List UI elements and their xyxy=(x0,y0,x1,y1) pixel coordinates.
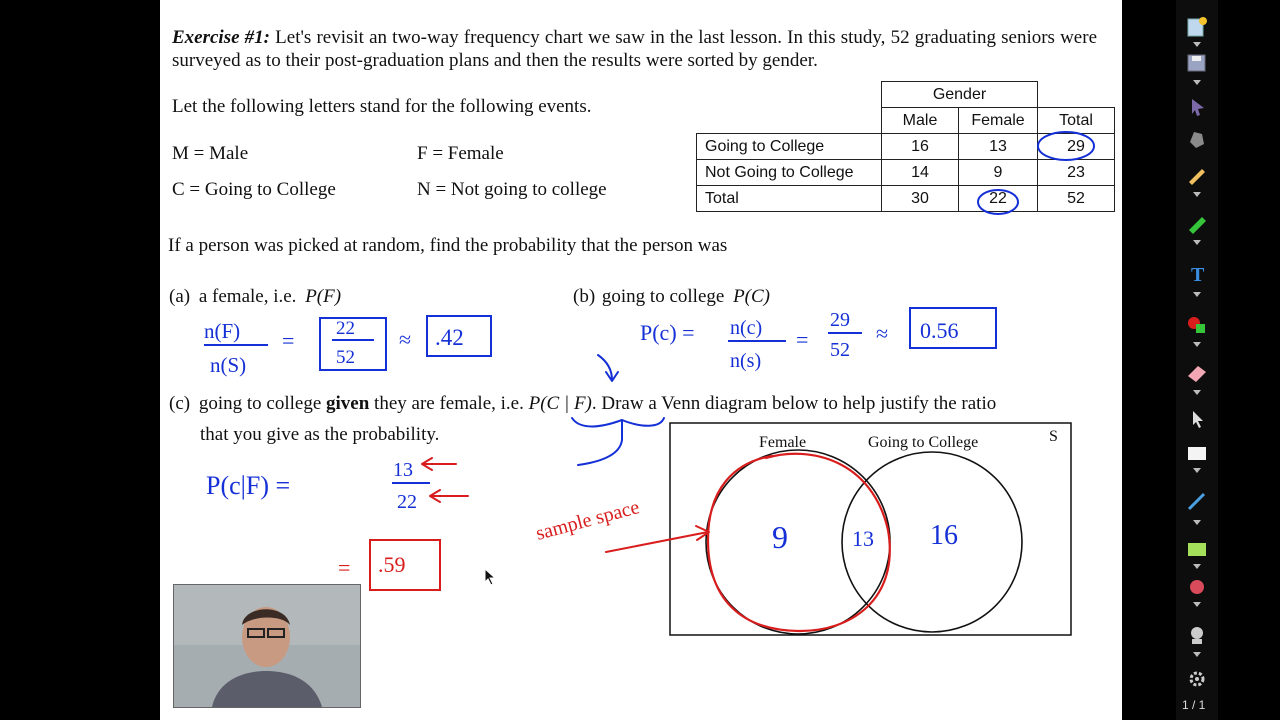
ink-b-lhs: P(c) = xyxy=(640,320,695,345)
eraser-tool-icon[interactable] xyxy=(1184,362,1210,384)
ink-a-answer: .42 xyxy=(435,325,464,350)
part-a-text: a female, i.e. xyxy=(198,286,297,307)
ink-down-arrow xyxy=(598,355,618,381)
chevron-down-icon[interactable] xyxy=(1193,42,1201,47)
highlighter-tool-icon[interactable] xyxy=(1184,212,1210,234)
ink-arrow-den xyxy=(430,490,468,502)
table-cell: 13 xyxy=(959,134,1038,160)
event-college: C = Going to College xyxy=(172,179,336,200)
table-cell: 14 xyxy=(882,160,959,186)
table-cell: 22 xyxy=(959,186,1038,212)
hand-tool-icon[interactable] xyxy=(1184,128,1210,150)
part-c-text: going to college xyxy=(198,393,322,414)
chevron-down-icon[interactable] xyxy=(1193,192,1201,197)
ink-a-eq: = xyxy=(282,328,295,353)
ink-brace xyxy=(572,418,664,427)
table-cell: 23 xyxy=(1038,160,1115,186)
chevron-down-icon[interactable] xyxy=(1193,342,1201,347)
ink-b-eq: = xyxy=(796,327,809,352)
part-b-text: going to college xyxy=(601,286,725,307)
ink-b-den: n(s) xyxy=(730,350,762,372)
pen-tool-icon[interactable] xyxy=(1184,164,1210,186)
events-intro: Let the following letters stand for the following events. xyxy=(172,96,592,117)
part-c-text: . Draw a Venn diagram below to help justify the ratio xyxy=(591,393,997,414)
ink-arrow-num xyxy=(422,458,456,470)
chevron-down-icon[interactable] xyxy=(1193,292,1201,297)
venn-label-female: Female xyxy=(759,434,807,451)
venn-value-college-only: 16 xyxy=(930,520,958,551)
save-icon[interactable] xyxy=(1184,52,1210,74)
record-icon[interactable] xyxy=(1184,576,1210,598)
ink-b-frac-den: 52 xyxy=(830,339,850,361)
text-tool-icon[interactable] xyxy=(1184,262,1210,284)
table-col-header: Total xyxy=(1038,108,1115,134)
chevron-down-icon[interactable] xyxy=(1193,520,1201,525)
table-cell: 30 xyxy=(882,186,959,212)
venn-label-college: Going to College xyxy=(868,434,979,451)
table-cell: 29 xyxy=(1038,134,1115,160)
ink-c-num: 13 xyxy=(393,459,413,481)
gear-icon[interactable] xyxy=(1184,668,1210,690)
ink-b-answer: 0.56 xyxy=(920,318,959,343)
ink-a-den: n(S) xyxy=(210,353,247,377)
line-tool-icon[interactable] xyxy=(1184,490,1210,512)
exercise-intro-text: Let's revisit an two-way frequency chart we saw in the last lesson. In this study, 52 graduating seniors were surveyed as to their post-graduation plans and then the results were sorted by gender. xyxy=(172,27,1098,71)
mouse-cursor-icon xyxy=(484,568,498,586)
table-cell: 16 xyxy=(882,134,959,160)
event-not-college: N = Not going to college xyxy=(417,179,607,200)
ink-a-frac-den: 52 xyxy=(336,347,355,368)
part-c-text: they are female, i.e. xyxy=(374,393,524,414)
chevron-down-icon[interactable] xyxy=(1193,564,1201,569)
ink-b-approx: ≈ xyxy=(876,321,889,346)
ink-a-approx: ≈ xyxy=(399,327,412,352)
table-group-header: Gender xyxy=(882,82,1038,108)
question-prompt: If a person was picked at random, find the probability that the person was xyxy=(168,235,728,256)
part-c-expr: P(C | F) xyxy=(528,393,592,414)
svg-text:T: T xyxy=(1191,264,1205,284)
ink-a-num: n(F) xyxy=(204,319,241,343)
part-c-text-line2: that you give as the probability. xyxy=(200,424,440,445)
new-page-icon[interactable] xyxy=(1184,16,1210,38)
table-row-label: Going to College xyxy=(697,134,882,160)
table-cell: 9 xyxy=(959,160,1038,186)
ink-a-frac-num: 22 xyxy=(336,318,355,339)
part-a-label: (a) xyxy=(169,286,191,307)
chevron-down-icon[interactable] xyxy=(1193,468,1201,473)
camera-icon[interactable] xyxy=(1184,624,1210,646)
screen-shade-icon[interactable] xyxy=(1184,442,1210,464)
venn-label-universe: S xyxy=(1049,428,1058,445)
ink-arrow-sample-space xyxy=(606,532,708,552)
venn-value-female-only: 9 xyxy=(772,519,788,555)
table-row-label: Not Going to College xyxy=(697,160,882,186)
ink-c-den: 22 xyxy=(397,491,417,513)
chevron-down-icon[interactable] xyxy=(1193,240,1201,245)
ink-c-eq: = xyxy=(338,555,351,580)
presenter-webcam xyxy=(173,584,361,708)
chevron-down-icon[interactable] xyxy=(1193,80,1201,85)
ink-c-lhs: P(c|F) = xyxy=(206,471,291,500)
table-row-label: Total xyxy=(697,186,882,212)
ink-b-num: n(c) xyxy=(730,317,763,339)
part-a-expr: P(F) xyxy=(305,286,342,307)
exercise-label: Exercise #1: xyxy=(172,27,271,48)
ink-c-answer: .59 xyxy=(378,552,406,577)
chevron-down-icon[interactable] xyxy=(1193,602,1201,607)
table-col-header: Female xyxy=(959,108,1038,134)
select-tool-icon[interactable] xyxy=(1184,408,1210,430)
part-b-expr: P(C) xyxy=(733,286,771,307)
venn-value-overlap: 13 xyxy=(852,526,874,551)
chevron-down-icon[interactable] xyxy=(1193,390,1201,395)
ink-circle-29 xyxy=(1038,132,1094,160)
shapes-tool-icon[interactable] xyxy=(1184,314,1210,336)
part-c-given: given xyxy=(326,393,370,414)
chevron-down-icon[interactable] xyxy=(1193,652,1201,657)
annotation-toolbar xyxy=(1176,0,1218,720)
event-male: M = Male xyxy=(172,143,249,164)
presenter-image xyxy=(174,585,360,707)
part-b-label: (b) xyxy=(573,286,596,307)
fill-tool-icon[interactable] xyxy=(1184,538,1210,560)
pointer-tool-icon[interactable] xyxy=(1184,96,1210,118)
ink-b-frac-num: 29 xyxy=(830,309,850,331)
event-female: F = Female xyxy=(417,143,504,164)
page-count: 1 / 1 xyxy=(1182,698,1206,712)
ink-circle-22 xyxy=(978,190,1018,214)
ink-note-sample: sample space xyxy=(533,496,642,545)
part-c-label: (c) xyxy=(169,393,191,414)
table-cell: 52 xyxy=(1038,186,1115,212)
table-col-header: Male xyxy=(882,108,959,134)
